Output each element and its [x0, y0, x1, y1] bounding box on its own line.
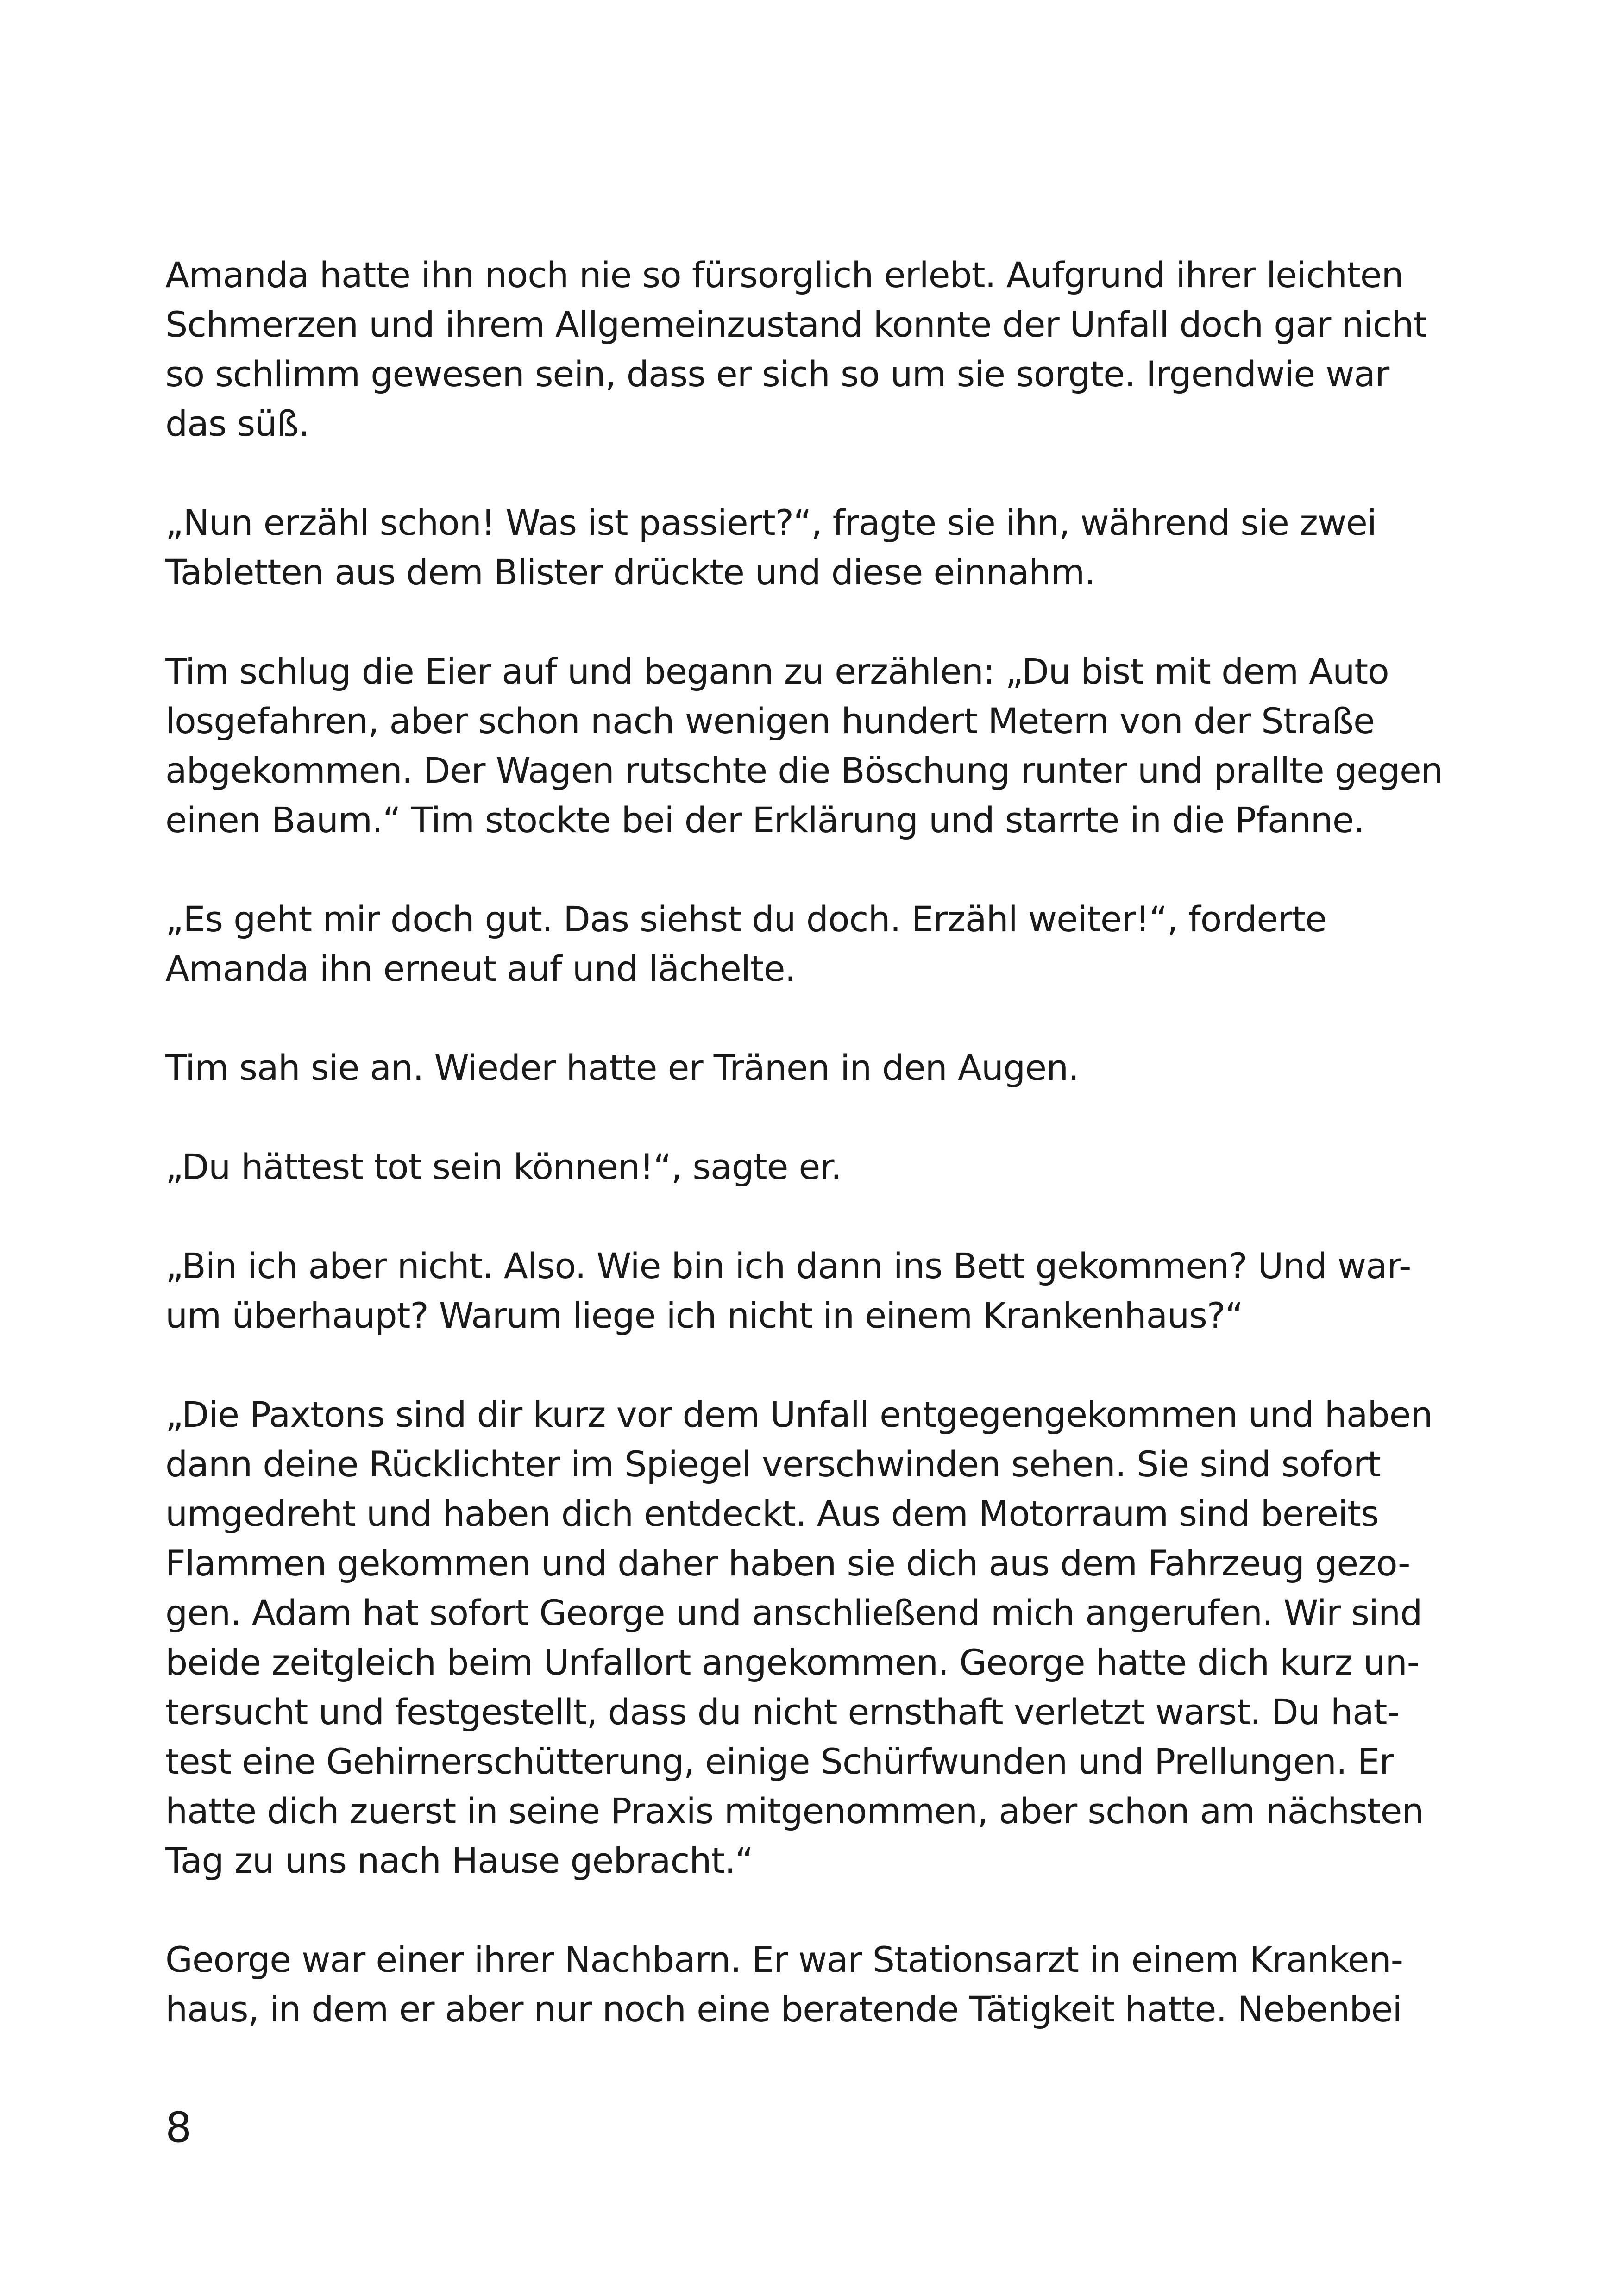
text-line: losgefahren, aber schon nach wenigen hundert Metern von der Straße [165, 700, 1375, 741]
text-line: tersucht und festgestellt, dass du nicht ernsthaft verletzt warst. Du hat- [165, 1691, 1399, 1732]
text-line: „Die Paxtons sind dir kurz vor dem Unfall entgegengekommen und haben [165, 1394, 1433, 1435]
text-line: Tim schlug die Eier auf und begann zu erzählen: „Du bist mit dem Auto [165, 651, 1389, 692]
paragraph [165, 1935, 1462, 2034]
paragraph [165, 646, 1462, 845]
text-line: Amanda ihn erneut auf und lächelte. [165, 948, 796, 989]
paragraph [165, 250, 1462, 448]
text-line: gen. Adam hat sofort George und anschließend mich angerufen. Wir sind [165, 1592, 1422, 1633]
text-line: „Du hättest tot sein können!“, sagte er. [165, 1146, 842, 1187]
text-line: einen Baum.“ Tim stockte bei der Erklärung und starrte in die Pfanne. [165, 799, 1364, 841]
page-number: 8 [165, 2103, 192, 2152]
text-line: das süß. [165, 403, 309, 444]
paragraph [165, 498, 1462, 597]
text-line: Flammen gekommen und daher haben sie dich aus dem Fahrzeug gezo- [165, 1543, 1410, 1584]
paragraph [165, 1241, 1462, 1340]
text-line: „Es geht mir doch gut. Das siehst du doch. Erzähl weiter!“, forderte [165, 898, 1326, 940]
text-line: „Nun erzähl schon! Was ist passiert?“, fragte sie ihn, während sie zwei [165, 502, 1376, 543]
text-line: beide zeitgleich beim Unfallort angekommen. George hatte dich kurz un- [165, 1642, 1420, 1683]
text-line: test eine Gehirnerschütterung, einige Schürfwunden und Prellungen. Er [165, 1741, 1394, 1782]
text-line: Schmerzen und ihrem Allgemeinzustand konnte der Unfall doch gar nicht [165, 304, 1427, 345]
paragraph [165, 1043, 1462, 1092]
body-text [165, 250, 1462, 2083]
text-line: so schlimm gewesen sein, dass er sich so um sie sorgte. Irgendwie war [165, 353, 1389, 395]
paragraph [165, 894, 1462, 993]
text-line: dann deine Rücklichter im Spiegel verschwinden sehen. Sie sind sofort [165, 1443, 1381, 1485]
text-line: um überhaupt? Warum liege ich nicht in einem Krankenhaus?“ [165, 1295, 1243, 1336]
text-line: Tabletten aus dem Blister drückte und diese einnahm. [165, 552, 1095, 593]
text-line: George war einer ihrer Nachbarn. Er war Stationsarzt in einem Kranken- [165, 1939, 1403, 1980]
text-line: Tim sah sie an. Wieder hatte er Tränen in den Augen. [165, 1047, 1079, 1088]
text-line: abgekommen. Der Wagen rutschte die Böschung runter und prallte gegen [165, 750, 1443, 791]
text-line: Tag zu uns nach Hause gebracht.“ [165, 1840, 753, 1881]
paragraph [165, 1390, 1462, 1885]
text-line: „Bin ich aber nicht. Also. Wie bin ich dann ins Bett gekommen? Und war- [165, 1245, 1411, 1286]
text-line: Amanda hatte ihn noch nie so fürsorglich erlebt. Aufgrund ihrer leichten [165, 254, 1403, 295]
paragraph [165, 1142, 1462, 1192]
text-line: hatte dich zuerst in seine Praxis mitgenommen, aber schon am nächsten [165, 1790, 1424, 1832]
text-line: umgedreht und haben dich entdeckt. Aus dem Motorraum sind bereits [165, 1493, 1379, 1534]
text-line: haus, in dem er aber nur noch eine beratende Tätigkeit hatte. Nebenbei [165, 1989, 1402, 2030]
